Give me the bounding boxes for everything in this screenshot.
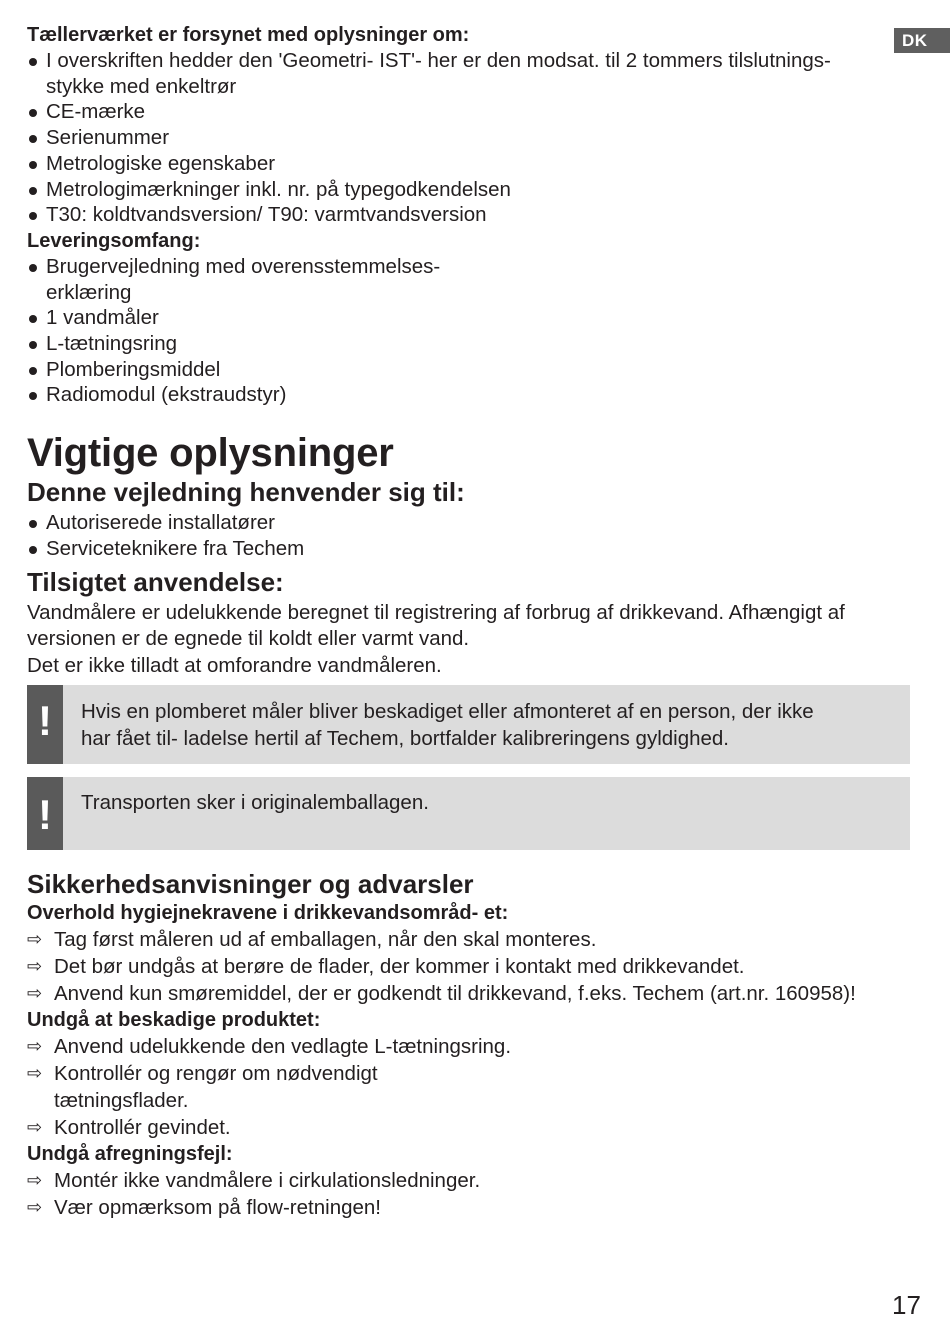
arrow-icon: ⇨: [27, 929, 43, 949]
safety-heading: Sikkerhedsanvisninger og advarsler: [27, 869, 474, 899]
list-item: ⇨ Anvend udelukkende den vedlagte L-tætningsring.: [27, 1035, 512, 1058]
page-content: [27, 22, 922, 679]
arrow-icon: ⇨: [27, 1117, 43, 1137]
language-tab: DK: [894, 28, 950, 53]
list-item: Serienummer: [27, 125, 922, 151]
notice-text: Transporten sker i originalemballagen.: [81, 791, 429, 814]
arrow-icon: ⇨: [27, 983, 43, 1003]
list-item: L-tætningsring: [27, 331, 922, 357]
list-item: ⇨ Anvend kun smøremiddel, der er godkendt til drikkevand, f.eks. Techem (art.nr. 160958)!: [27, 982, 856, 1005]
list-item: Radiomodul (ekstraudstyr): [27, 382, 922, 408]
audience-list: [27, 510, 922, 561]
arrow-icon: ⇨: [27, 956, 43, 976]
list-item: T30: koldtvandsversion/ T90: varmtvandsversion: [27, 202, 922, 228]
intended-use-heading: Tilsigtet anvendelse:: [27, 566, 284, 597]
exclamation-icon: !: [27, 685, 63, 764]
page-title: Vigtige oplysninger: [27, 431, 394, 476]
warning-text: Hvis en plomberet måler bliver beskadiget eller afmonteret af en person, der ikke har fået til- ladelse hertil af Techem, bortfalder kalibreringens gyldighed.: [81, 700, 814, 750]
list-item: Serviceteknikere fra Techem: [27, 536, 922, 562]
damage-list: [27, 1033, 922, 1141]
delivery-list: [27, 254, 922, 408]
billing-list: [27, 1167, 922, 1221]
list-item: Metrologimærkninger inkl. nr. på typegodkendelsen: [27, 177, 922, 203]
meter-info-list: [27, 48, 922, 228]
list-item: ⇨ Kontrollér gevindet.: [27, 1116, 231, 1139]
exclamation-icon: !: [27, 777, 63, 850]
notice-box: [27, 777, 910, 850]
arrow-icon: ⇨: [27, 1036, 43, 1056]
list-item: ⇨ Tag først måleren ud af emballagen, når den skal monteres.: [27, 928, 597, 951]
warning-box: [27, 685, 910, 764]
arrow-icon: ⇨: [27, 1197, 43, 1217]
meter-info-heading: Tællerværket er forsynet med oplysninger om:: [27, 24, 470, 46]
list-item: Metrologiske egenskaber: [27, 151, 922, 177]
list-item: Plomberingsmiddel: [27, 357, 922, 383]
damage-heading: Undgå at beskadige produktet:: [27, 1009, 321, 1031]
list-item: ⇨ Kontrollér og rengør om nødvendigt tætningsflader.: [27, 1062, 378, 1112]
list-item: Autoriserede installatører: [27, 510, 922, 536]
list-item: ⇨ Montér ikke vandmålere i cirkulationsledninger.: [27, 1169, 481, 1192]
hygiene-list: [27, 926, 922, 1007]
delivery-heading: Leveringsomfang:: [27, 229, 201, 252]
intended-use-text: Vandmålere er udelukkende beregnet til registrering af forbrug af drikkevand. Afhængigt af versionen er de egnede til koldt eller varmt vand. Det er ikke tilladt at omforandre vandmåleren.: [27, 600, 845, 677]
list-item: ⇨ Det bør undgås at berøre de flader, der kommer i kontakt med drikkevandet.: [27, 955, 745, 978]
list-item: CE-mærke: [27, 99, 922, 125]
page-number: 17: [892, 1290, 921, 1320]
arrow-icon: ⇨: [27, 1063, 43, 1083]
list-item: 1 vandmåler: [27, 305, 922, 331]
safety-section: [27, 868, 922, 1221]
list-item: I overskriften hedder den 'Geometri- IST'- her er den modsat. til 2 tommers tilslutnings- stykke med enkeltrør: [27, 48, 922, 99]
billing-heading: Undgå afregningsfejl:: [27, 1143, 233, 1165]
audience-heading: Denne vejledning henvender sig til:: [27, 477, 465, 508]
hygiene-heading: Overhold hygiejnekravene i drikkevandsområd- et:: [27, 902, 509, 924]
arrow-icon: ⇨: [27, 1170, 43, 1190]
list-item: ⇨ Vær opmærksom på flow-retningen!: [27, 1196, 381, 1219]
list-item: Brugervejledning med overensstemmelses- erklæring: [27, 254, 922, 305]
